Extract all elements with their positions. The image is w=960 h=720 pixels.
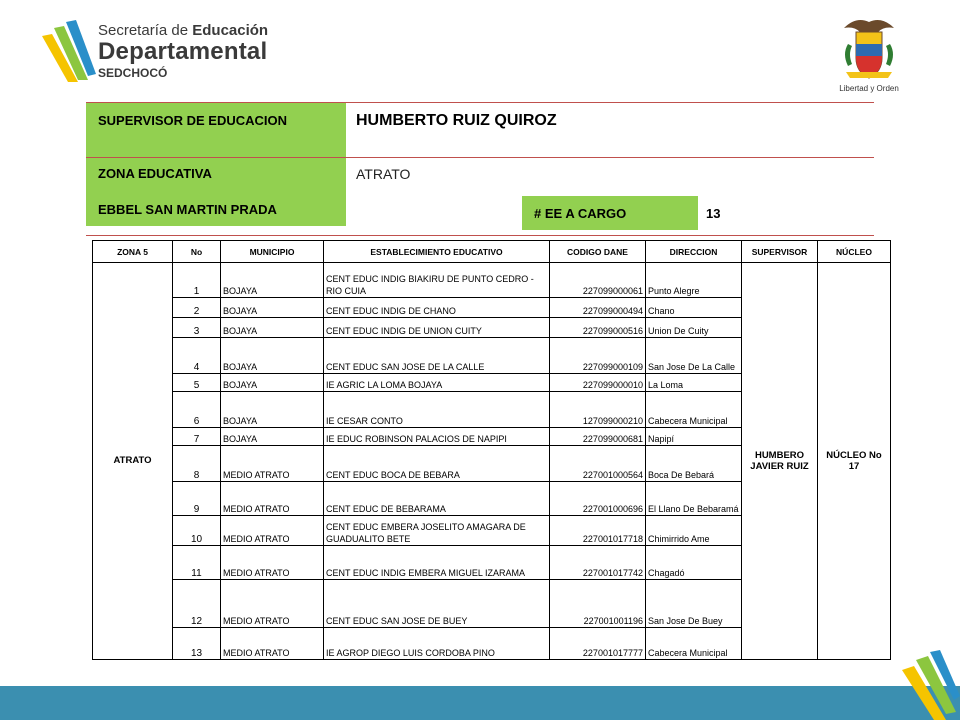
cell-no: 4 [173,338,221,374]
coat-of-arms-icon [838,14,900,84]
cell-municipio: MEDIO ATRATO [221,546,324,580]
cell-no: 6 [173,392,221,428]
cell-establecimiento: CENT EDUC DE BEBARAMA [324,482,550,516]
cell-codigo: 127099000210 [550,392,646,428]
cell-establecimiento: IE EDUC ROBINSON PALACIOS DE NAPIPI [324,428,550,446]
cell-codigo: 227099000109 [550,338,646,374]
cell-no: 10 [173,516,221,546]
cell-direccion: La Loma [646,374,742,392]
cell-establecimiento: CENT EDUC EMBERA JOSELITO AMAGARA DE GUADUALITO BETE [324,516,550,546]
cell-municipio: MEDIO ATRATO [221,482,324,516]
cell-municipio: BOJAYA [221,338,324,374]
corner-swoosh-icon [894,648,960,720]
col-header-nucleo: NÚCLEO [818,241,891,263]
cell-codigo: 227099000494 [550,298,646,318]
cell-municipio: MEDIO ATRATO [221,580,324,628]
zona-label-cell [86,158,346,192]
table-row [93,263,891,298]
cell-codigo: 227001017742 [550,546,646,580]
logo-line1: Secretaría de Educación [98,22,269,39]
zona-cell: ATRATO [93,263,173,660]
col-header-direccion: DIRECCION [646,241,742,263]
ee-label-cell [522,196,698,230]
cell-codigo: 227099000010 [550,374,646,392]
cell-no: 2 [173,298,221,318]
logo-line3: SEDCHOCÓ [98,66,168,80]
cell-direccion: Union De Cuity [646,318,742,338]
sed-choco-logo [38,18,298,88]
ee-value: 13 [706,206,721,221]
cell-municipio: BOJAYA [221,392,324,428]
cell-establecimiento: CENT EDUC BOCA DE BEBARA [324,446,550,482]
supervisor-label-cell [86,103,346,157]
nucleo-cell: NÚCLEO No 17 [818,263,891,660]
cell-municipio: BOJAYA [221,374,324,392]
cell-codigo: 227099000516 [550,318,646,338]
cell-no: 3 [173,318,221,338]
cell-codigo: 227001000696 [550,482,646,516]
cell-direccion: Cabecera Municipal [646,392,742,428]
cell-no: 9 [173,482,221,516]
cell-establecimiento: CENT EDUC INDIG DE UNION CUITY [324,318,550,338]
cell-establecimiento: CENT EDUC SAN JOSE DE LA CALLE [324,338,550,374]
cell-direccion: Chano [646,298,742,318]
cell-direccion: Chimirrido Ame [646,516,742,546]
zona-label: ZONA EDUCATIVA [98,166,212,181]
col-header-municipio: MUNICIPIO [221,241,324,263]
crest-caption: Libertad y Orden [839,84,899,93]
cell-direccion: San Jose De La Calle [646,338,742,374]
cell-municipio: BOJAYA [221,318,324,338]
schools-table [92,240,891,660]
cell-establecimiento: CENT EDUC INDIG EMBERA MIGUEL IZARAMA [324,546,550,580]
cell-direccion: Cabecera Municipal [646,628,742,660]
cell-direccion: Boca De Bebará [646,446,742,482]
cell-establecimiento: IE AGROP DIEGO LUIS CORDOBA PINO [324,628,550,660]
cell-codigo: 227001001196 [550,580,646,628]
cell-establecimiento: CENT EDUC INDIG DE CHANO [324,298,550,318]
supervisor-label: SUPERVISOR DE EDUCACION [98,113,288,128]
cell-codigo: 227099000681 [550,428,646,446]
col-header-establecimiento: ESTABLECIMIENTO EDUCATIVO [324,241,550,263]
cell-no: 7 [173,428,221,446]
cell-no: 5 [173,374,221,392]
cell-establecimiento: IE CESAR CONTO [324,392,550,428]
cell-codigo: 227001017777 [550,628,646,660]
cell-municipio: MEDIO ATRATO [221,628,324,660]
footer-band [0,686,960,720]
cell-codigo: 227001017718 [550,516,646,546]
supervisor-cell: HUMBERO JAVIER RUIZ [742,263,818,660]
cell-municipio: BOJAYA [221,298,324,318]
cell-direccion: Napipí [646,428,742,446]
schools-table-wrap [92,240,890,661]
cell-direccion: Punto Alegre [646,263,742,298]
zona-value: ATRATO [356,166,411,182]
cell-municipio: MEDIO ATRATO [221,516,324,546]
col-header-supervisor: SUPERVISOR [742,241,818,263]
cell-direccion: San Jose De Buey [646,580,742,628]
cell-no: 8 [173,446,221,482]
cell-municipio: BOJAYA [221,263,324,298]
third-label: EBBEL SAN MARTIN PRADA [98,202,277,217]
cell-no: 1 [173,263,221,298]
ee-label: # EE A CARGO [534,206,627,221]
col-header-codigo: CODIGO DANE [550,241,646,263]
cell-establecimiento: CENT EDUC INDIG BIAKIRU DE PUNTO CEDRO - RIO CUIA [324,263,550,298]
cell-municipio: BOJAYA [221,428,324,446]
cell-establecimiento: CENT EDUC SAN JOSE DE BUEY [324,580,550,628]
cell-direccion: El Llano De Bebaramá [646,482,742,516]
rule-bottom [86,235,874,236]
colombia-crest [838,14,900,98]
cell-municipio: MEDIO ATRATO [221,446,324,482]
logo-swoosh-icon [38,18,98,88]
supervisor-value: HUMBERTO RUIZ QUIROZ [356,112,557,129]
cell-codigo: 227099000061 [550,263,646,298]
cell-no: 12 [173,580,221,628]
cell-no: 13 [173,628,221,660]
col-header-no: No [173,241,221,263]
logo-line2: Departamental [98,38,268,65]
cell-no: 11 [173,546,221,580]
cell-direccion: Chagadó [646,546,742,580]
cell-codigo: 227001000564 [550,446,646,482]
cell-establecimiento: IE AGRIC LA LOMA BOJAYA [324,374,550,392]
col-header-zona: ZONA 5 [93,241,173,263]
supervisor-info-block [86,102,874,236]
table-header-row [93,241,891,263]
third-label-cell [86,192,346,226]
